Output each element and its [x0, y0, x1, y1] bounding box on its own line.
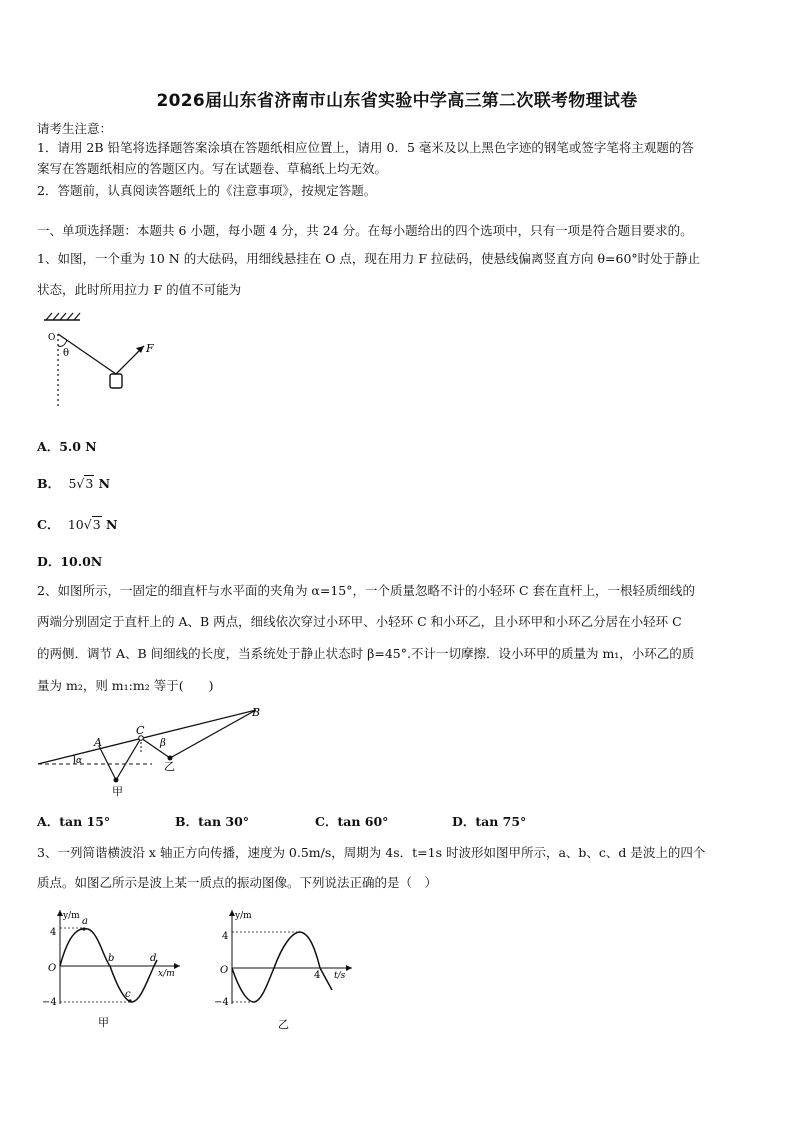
option-b-value: 5√3 [68, 476, 94, 491]
wave-curve [60, 929, 157, 1002]
label-yi: 乙 [164, 760, 175, 773]
angle-arc [58, 340, 67, 346]
question-2-figure [34, 702, 274, 800]
y-tick-pos: 4 [222, 931, 229, 942]
question-2-option-c: C．tan 60° [315, 814, 389, 829]
label-jia: 甲 [112, 785, 123, 798]
inclined-rod [38, 710, 256, 764]
origin-label: O [220, 965, 229, 976]
y-tick-neg: −4 [42, 997, 57, 1008]
question-2-line-2: 两端分别固定于直杆上的 A、B 两点，细线依次穿过小环甲、小轻环 C 和小环乙，且小环甲和小环乙分居在小轻环 C [37, 614, 682, 629]
label-o: O [48, 333, 56, 343]
label-a: A [94, 736, 102, 749]
question-2-option-a: A．tan 15° [37, 814, 111, 829]
label-c: C [136, 724, 145, 737]
question-2-option-d: D．tan 75° [452, 814, 527, 829]
x-label: x/m [158, 969, 175, 979]
section-heading: 一、单项选择题：本题共 6 小题，每小题 4 分，共 24 分。在每小题给出的四个选项中，只有一项是符合题目要求的。 [37, 223, 693, 238]
ceiling-hatching [46, 313, 80, 320]
caption-yi: 乙 [278, 1018, 289, 1031]
question-1-line-2: 状态，此时所用拉力 F 的值不可能为 [37, 282, 242, 297]
alpha-arc [74, 755, 75, 764]
question-2-line-1: 2、如图所示，一固定的细直杆与水平面的夹角为 α=15°，一个质量忽略不计的小轻环 C 套在直杆上，一根轻质细线的 [37, 583, 696, 598]
question-3-line-1: 3、一列简谐横波沿 x 轴正方向传播，速度为 0.5m/s，周期为 4s．t=1s 时波形如图甲所示，a、b、c、d 是波上的四个 [37, 845, 706, 860]
t-label: t/s [334, 971, 346, 981]
label-theta: θ [63, 348, 70, 359]
label-a: a [82, 916, 88, 927]
label-alpha: α [76, 756, 83, 766]
t-tick-4: 4 [314, 970, 321, 981]
caption-jia: 甲 [98, 1016, 109, 1029]
option-c-value: 10√3 [67, 517, 101, 532]
label-d: d [150, 953, 157, 964]
label-b: b [108, 953, 115, 964]
question-3-line-2: 质点。如图乙所示是波上某一质点的振动图像。下列说法正确的是（ ） [37, 875, 438, 890]
question-1-line-1: 1、如图，一个重为 10 N 的大砝码，用细线悬挂在 O 点，现在用力 F 拉砝码，使悬线偏离竖直方向 θ=60°时处于静止 [37, 251, 701, 266]
question-1-option-d: D．10.0N [37, 554, 103, 569]
y-tick-neg: −4 [214, 997, 229, 1008]
notice-item-2: 2．答题前，认真阅读答题纸上的《注意事项》，按规定答题。 [37, 183, 377, 198]
question-1-option-c: C． 10√3 N [37, 517, 118, 532]
label-b: B [252, 706, 261, 719]
vibration-curve [232, 932, 332, 1002]
y-label: y/m [235, 911, 252, 921]
x-axis-arrow [174, 963, 180, 969]
label-beta: β [160, 738, 166, 749]
page-title: 2026届山东省济南市山东省实验中学高三第二次联考物理试卷 [156, 91, 638, 111]
question-1-option-b: B． 5√3 N [37, 476, 111, 491]
point-a [82, 927, 85, 930]
y-label: y/m [63, 911, 80, 921]
weight-block [110, 374, 122, 388]
ring-jia [114, 778, 119, 783]
notice-item-1-line-1: 1．请用 2B 铅笔将选择题答案涂填在答题纸相应位置上，请用 0．5 毫米及以上黑色字迹的钢笔或签字笔将主观题的答 [37, 140, 694, 155]
question-2-line-4: 量为 m₂，则 m₁:m₂ 等于( ) [37, 678, 214, 693]
y-tick-pos: 4 [50, 927, 57, 938]
question-1-figure [36, 312, 176, 412]
question-2-option-b: B．tan 30° [175, 814, 250, 829]
notice-item-1-line-2: 案写在答题纸相应的答题区内。写在试题卷、草稿纸上均无效。 [37, 161, 388, 176]
origin-label: O [48, 963, 57, 974]
wave-figure-jia [40, 904, 190, 1034]
string-path [99, 710, 256, 780]
label-f: F [146, 342, 154, 355]
t-axis-arrow [346, 965, 352, 971]
label-c: c [125, 989, 131, 1000]
notice-heading: 请考生注意： [37, 121, 113, 136]
vibration-figure-yi [212, 904, 362, 1034]
question-2-line-3: 的两侧．调节 A、B 间细线的长度，当系统处于静止状态时 β=45°.不计一切摩擦．设小环甲的质量为 m₁，小环乙的质 [37, 646, 695, 661]
question-1-option-a: A．5.0 N [37, 439, 97, 454]
